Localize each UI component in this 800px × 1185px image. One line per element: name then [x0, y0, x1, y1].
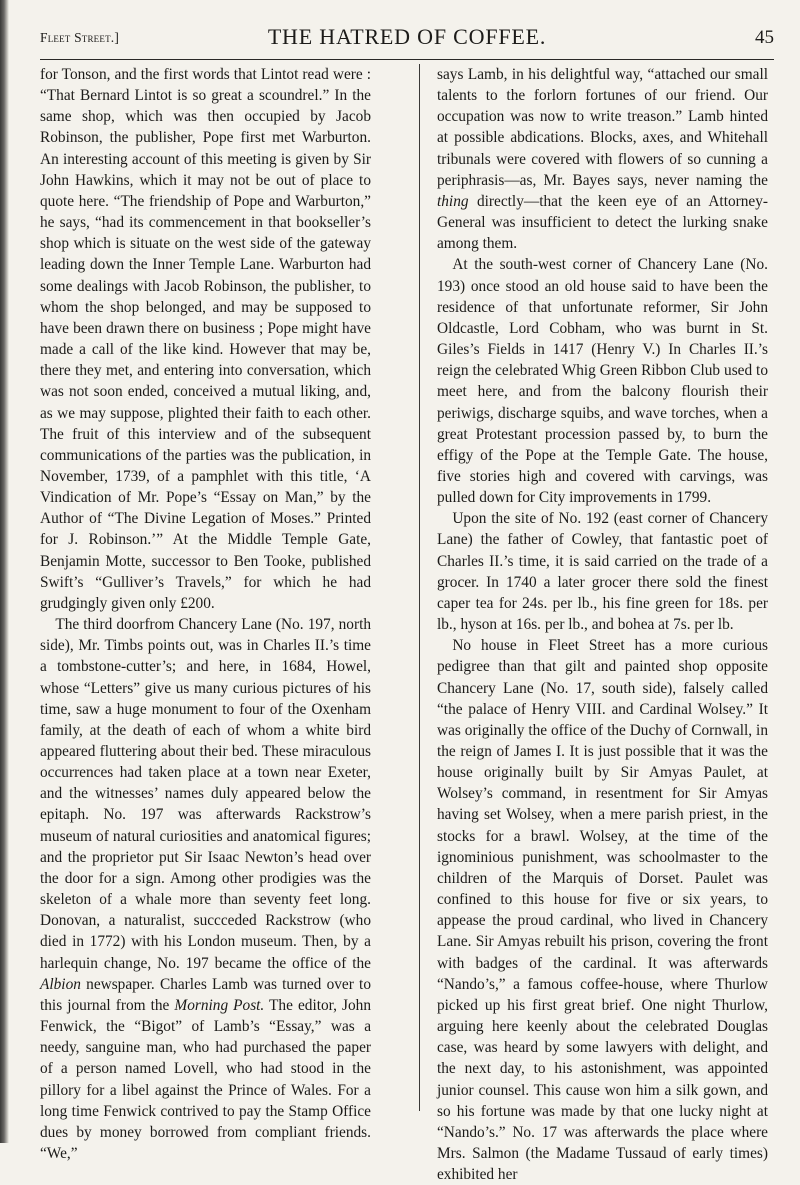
running-head-title: THE HATRED OF COFFEE. — [267, 24, 547, 49]
column-divider — [419, 64, 420, 1111]
left-paragraph-2-text-c: The editor, John Fenwick, the “Bigot” of Lamb’s “Essay,” was a needy, sanguine man, who had purchased the paper of a person named Lovell, who had stood in the pillory for a libel against the Prince of Wales. For a long time Fenwick contrived to pay the Stamp Office dues by money borrowed from compliant friends. “We,” — [40, 996, 372, 1162]
header-rule — [40, 59, 774, 60]
binding-gutter — [0, 0, 9, 1143]
left-paragraph-1 — [40, 64, 371, 614]
right-paragraph-4: No house in Fleet Street has a more curious pedigree than that gilt and painted shop opposite Chancery Lane (No. 17, south side), falsely called “the palace of Henry VIII. and Cardinal Wolsey.” It was originally the office of the Duchy of Cornwall, in the reign of James I. It is just possible that it was the house originally built by Sir Amyas Paulet, at Wolsey’s command, in resentment for Sir Amyas having set Wolsey, when a mere parish priest, in the stocks for a brawl. Wolsey, at the time of the ignominious punishment, was schoolmaster to the children of the Marquis of Dorset. Paulet was confined to this house for five or six years, to appease the proud cardinal, who lived in Chancery Lane. Sir Amyas rebuilt his prison, covering the front with badges of the cardinal. It was afterwards “Nando’s,” a famous coffee-house, where Thurlow picked up his first great brief. One night Thurlow, arguing here keenly about the celebrated Douglas case, was heard by some lawyers with delight, and the next day, to his astonishment, was appointed junior counsel. This cause won him a silk gown, and so his fortune was made by that one lucky night at “Nando’s.” No. 17 was afterwards the place where Mrs. Salmon (the Madame Tussaud of early times) exhibited her — [437, 637, 768, 1184]
thing-emphasis: thing — [437, 192, 469, 210]
running-head-section: Fleet Street.] — [40, 30, 120, 45]
page-header — [40, 24, 774, 54]
right-paragraph-1-text-a: says Lamb, in his delightful way, “attached our small talents to the forlorn fortunes of our friend. Our occupation was now to write treason.” Lamb hinted at possible abdications. Blocks, axes, and Whitehall tribunals were covered with flowers of so cunning a periphrasis—as, Mr. Bayes says, never naming the — [437, 66, 768, 189]
right-column — [437, 64, 768, 1185]
left-column — [40, 64, 371, 1164]
right-paragraph-1 — [437, 64, 768, 254]
left-paragraph-2 — [40, 614, 371, 1164]
right-paragraph-1-text-b: directly—that the keen eye of an Attorney-General was insufficient to detect the lurking snake among them. — [437, 192, 768, 253]
right-paragraph-3: Upon the site of No. 192 (east corner of Chancery Lane) the father of Cowley, that fantastic poet of Charles II.’s time, it is said carried on the trade of a grocer. In 1740 a later grocer there sold the finest caper tea for 24s. per lb., his fine green for 18s. per lb., hyson at 16s. per lb., and bohea at 7s. per lb. — [437, 510, 768, 634]
morning-post-title: Morning Post. — [174, 996, 265, 1014]
albion-title: Albion — [40, 975, 81, 993]
left-paragraph-2-text-b: newspaper. Charles Lamb was turned over to this journal from the — [40, 975, 371, 1014]
page-number: 45 — [755, 27, 774, 48]
left-paragraph-2-text-a: The third doorfrom Chancery Lane (No. 197, north side), Mr. Timbs points out, was in Charles II.’s time a tombstone-cutter’s; and here, in 1684, Howel, whose “Letters” give us many curious pictures of his time, saw a huge monument to four of the Oxenham family, at the death of each of whom a white bird appeared fluttering about their bed. These miraculous occurrences had taken place at a town near Exeter, and the witnesses’ names duly appeared below the epitaph. No. 197 was afterwards Rackstrow’s museum of natural curiosities and anatomical figures; and the proprietor put Sir Isaac Newton’s head over the door for a sign. Among other prodigies was the skeleton of a whale more than seventy feet long. Donovan, a naturalist, succceded Rackstrow (who died in 1772) with his London museum. Then, by a harlequin change, No. 197 became the office of the — [40, 616, 371, 972]
left-paragraph-1-text: for Tonson, and the first words that Lintot read were : “That Bernard Lintot is so great a scoundrel.” In the same shop, which was then occupied by Jacob Robinson, the publisher, Pope first met Warburton. An interesting account of this meeting is given by Sir John Hawkins, which it may not be out of place to quote here. “The friendship of Pope and Warburton,” he says, “had its commencement in that bookseller’s shop which is situate on the west side of the gateway leading down the Inner Temple Lane. Warburton had some dealings with Jacob Robinson, the publisher, to whom the shop belonged, and may be supposed to have been drawn there on business ; Pope might have made a call of the like kind. However that may be, there they met, and entering into conversation, which was not soon ended, conceived a mutual liking, and, as we may suppose, plighted their faith to each other. The fruit of this interview and of the subsequent communications of the parties was the publication, in November, 1739, of a pamphlet with this title, ‘A Vindication of Mr. Pope’s “Essay on Man,” by the Author of “The Divine Legation of Moses.” Printed for J. Robinson.’” At the Middle Temple Gate, Benjamin Motte, successor to Ben Tooke, published Swift’s “Gulliver’s Travels,” for which he had grudgingly given only £200. — [40, 66, 371, 612]
right-paragraph-2: At the south-west corner of Chancery Lane (No. 193) once stood an old house said to have been the residence of that unfortunate reformer, Sir John Oldcastle, Lord Cobham, who was burnt in St. Giles’s Fields in 1417 (Henry V.) In Charles II.’s reign the celebrated Whig Green Ribbon Club used to meet here, and from the balcony flourish their periwigs, discharge squibs, and wave torches, when a great Protestant procession passed by, to burn the effigy of the Pope at the Temple Gate. The house, five stories high and covered with carvings, was pulled down for City improvements in 1799. — [437, 256, 768, 507]
